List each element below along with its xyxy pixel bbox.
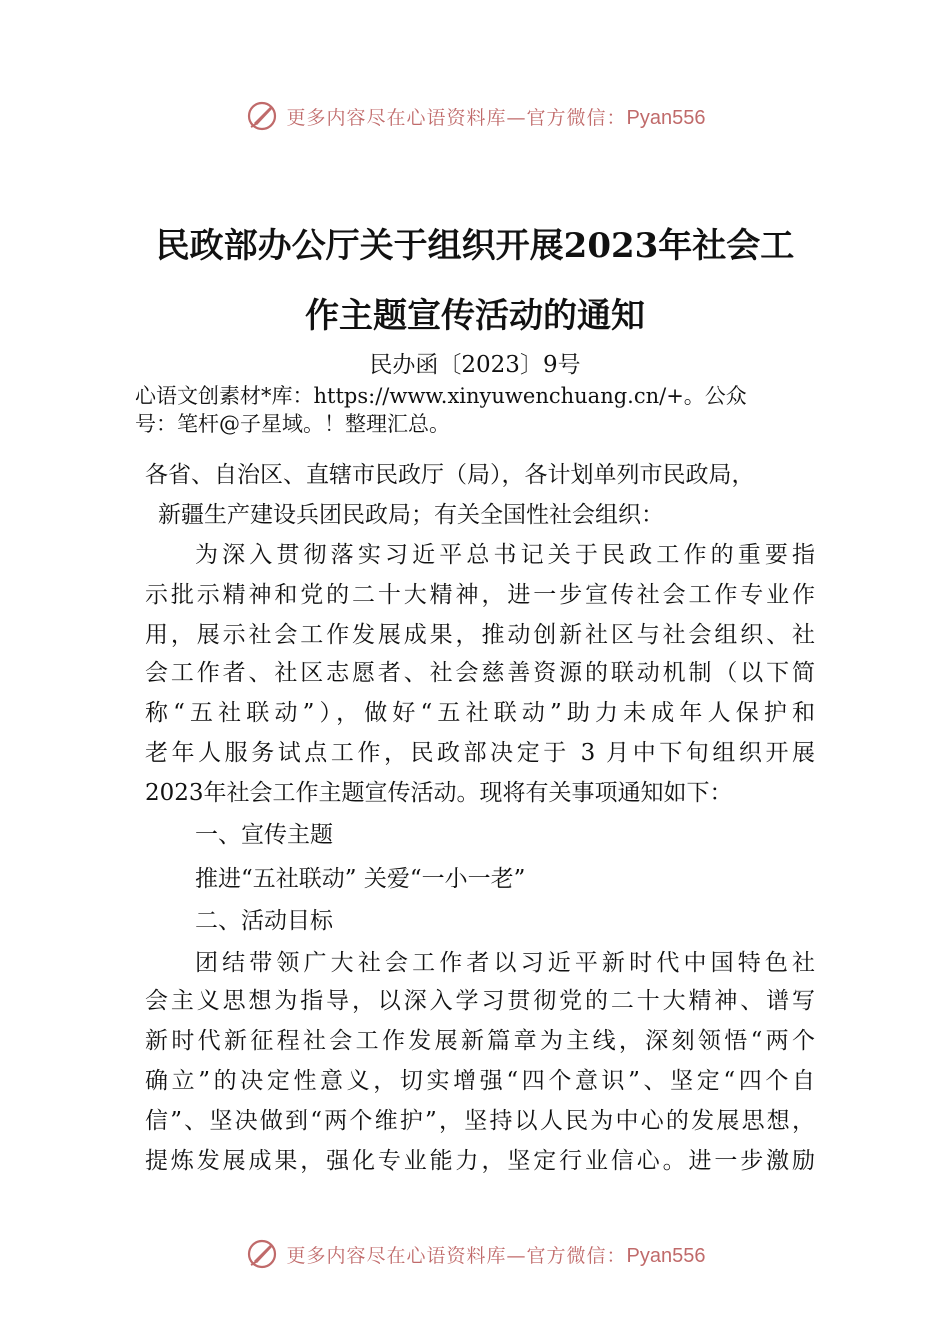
body-line: 确立”的决定性意义，切实增强“四个意识”、坚定“四个自 [145,1068,815,1094]
theme-line: 推进“五社联动” 关爱“一小一老” [195,866,526,892]
wechat-id: Pyan556 [626,106,706,129]
body-line: 示批示精神和党的二十大精神，进一步宣传社会工作专业作 [145,582,815,608]
body-line: 提炼发展成果，强化专业能力，坚定行业信心。进一步激励 [145,1148,815,1174]
body-line: 团结带领广大社会工作者以习近平新时代中国特色社 [195,950,815,976]
section-heading-2: 二、活动目标 [195,908,333,934]
footer-banner [0,1234,950,1274]
body-line: 会主义思想为指导，以深入学习贯彻党的二十大精神、谱写 [145,988,815,1014]
body-line: 信”、坚决做到“两个维护”，坚持以人民为中心的发展思想， [145,1108,815,1134]
addressee-line-1: 各省、自治区、直辖市民政厅（局），各计划单列市民政局， [145,462,755,488]
banner-text: 更多内容尽在心语资料库—官方微信：Pyan556 [286,106,706,129]
quill-seal-icon [245,1237,279,1271]
body-line: 会工作者、社区志愿者、社会慈善资源的联动机制（以下简 [145,660,815,686]
body-line: 新时代新征程社会工作发展新篇章为主线，深刻领悟“两个 [145,1028,815,1054]
body-line: 用，展示社会工作发展成果，推动创新社区与社会组织、社 [145,622,815,648]
document-number: 民办函〔2023〕9号 [369,352,581,378]
source-note [135,382,835,438]
header-banner [0,96,950,136]
document-title-line-1: 民政部办公厅关于组织开展2023年社会工 [155,226,795,266]
wechat-id: Pyan556 [626,1244,706,1267]
body-line: 2023年社会工作主题宣传活动。现将有关事项通知如下： [145,780,733,806]
body-line: 称“五社联动”），做好“五社联动”助力未成年人保护和 [145,700,815,726]
document-title-line-2: 作主题宣传活动的通知 [305,296,645,336]
section-heading-1: 一、宣传主题 [195,822,333,848]
banner-text: 更多内容尽在心语资料库—官方微信：Pyan556 [286,1244,706,1267]
source-note-line-2: 号：笔杆@子星域。！整理汇总。 [135,412,450,436]
source-note-line-1: 心语文创素材*库：https://www.xinyuwenchuang.cn/+。公众 [135,384,747,408]
addressee-line-2: 新疆生产建设兵团民政局；有关全国性社会组织： [158,502,664,528]
quill-seal-icon [245,99,279,133]
body-line: 为深入贯彻落实习近平总书记关于民政工作的重要指 [195,542,815,568]
body-line: 老年人服务试点工作，民政部决定于 3 月中下旬组织开展 [145,740,815,766]
